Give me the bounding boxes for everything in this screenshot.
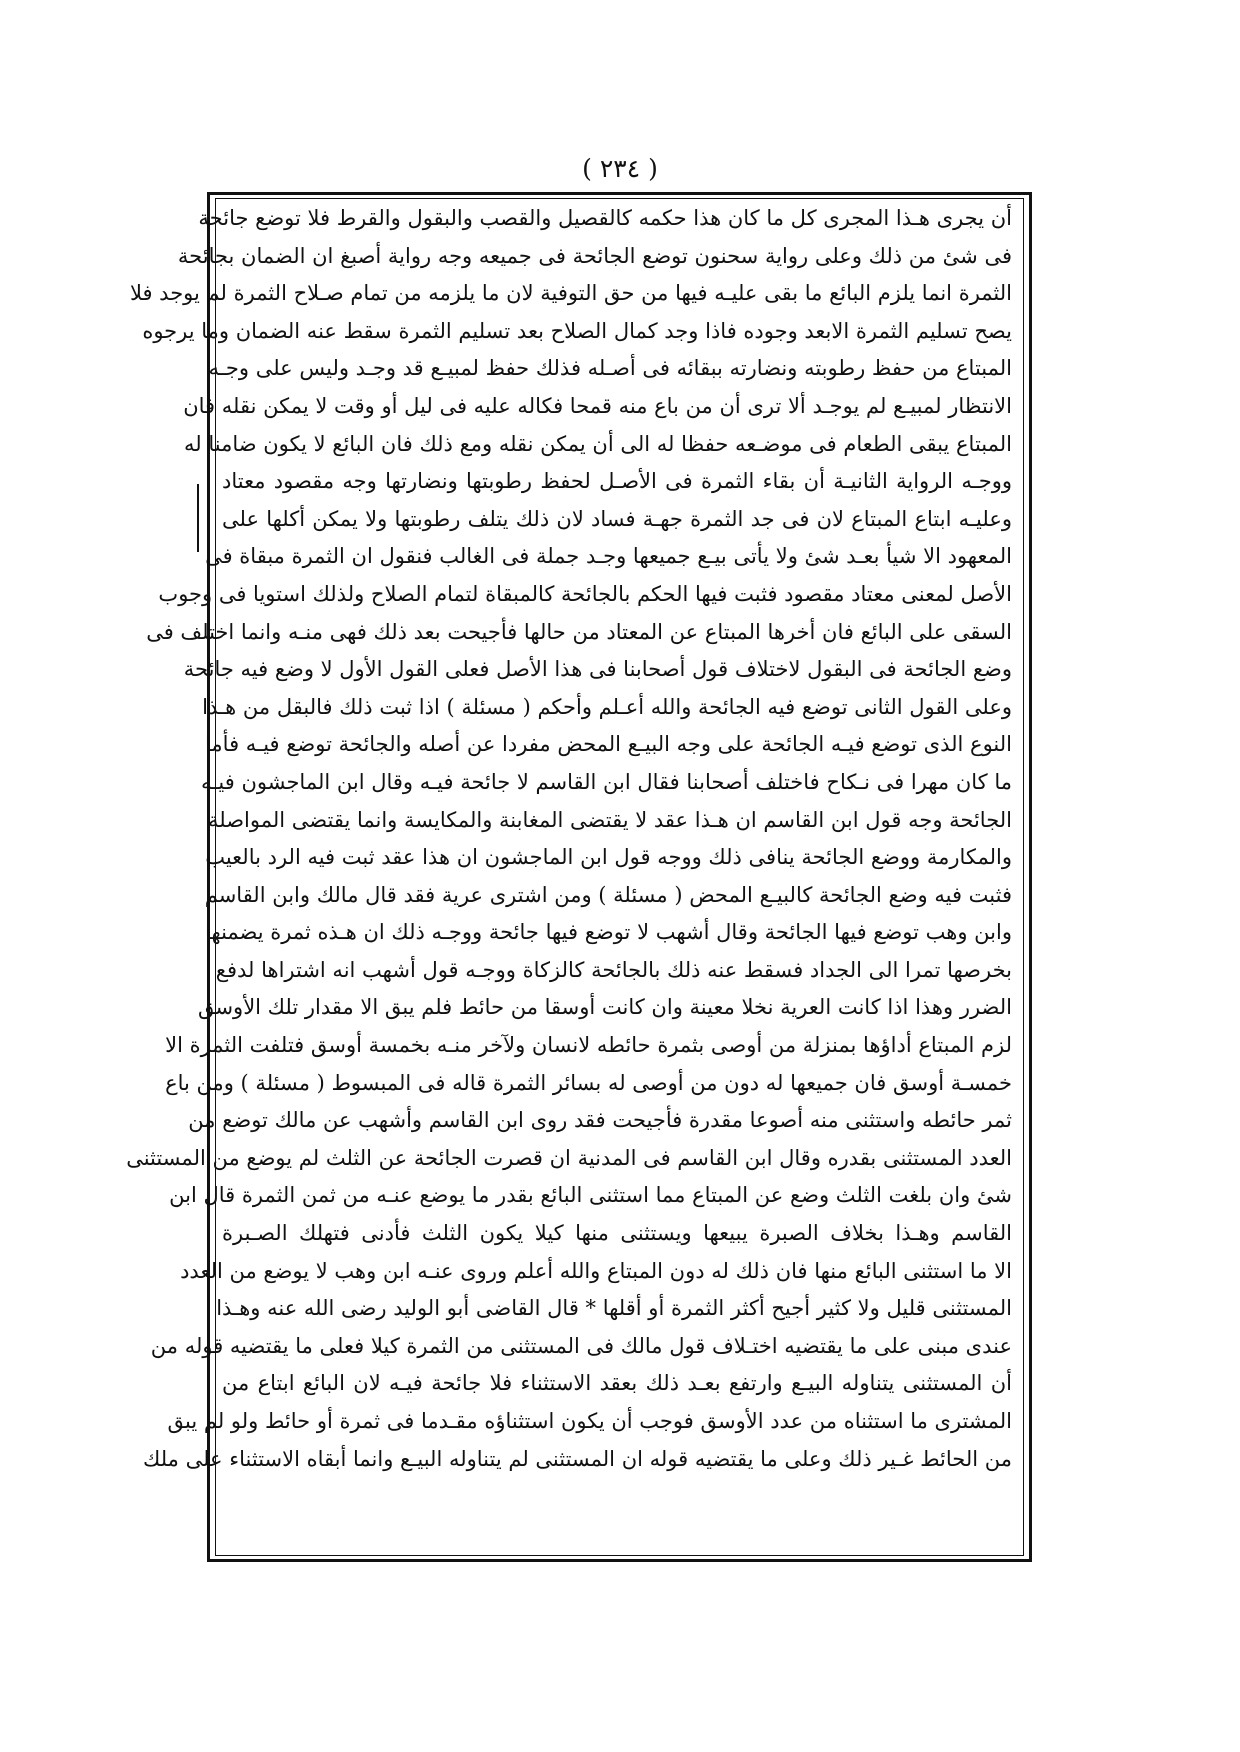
text-line: من الحائط غـير ذلك وعلى ما يقتضيه قوله ان المستثنى لم يتناوله البيـع وانما أبقاه الاستثناء على ملك [143,1446,1012,1471]
page-number: ( ٢٣٤ ) [582,154,658,183]
text-line: الضرر وهذا اذا كانت العرية نخلا معينة وان كانت أوسقا من حائط فلم يبق الا مقدار تلك الأوسق [197,995,1012,1020]
text-line: والمكارمة ووضع الجائحة ينافى ذلك ووجه قول ابن الماجشون ان هذا عقد ثبت فيه الرد بالعيب [205,845,1012,870]
text-line: وابن وهب توضع فيها الجائحة وقال أشهب لا توضع فيها جائحة ووجـه ذلك ان هـذه ثمرة يضمنها [204,920,1012,945]
text-line: وعلى القول الثانى توضع فيه الجائحة والله أعـلم وأحكم ( مسئلة ) اذا ثبت ذلك فالبقل من هـذا [202,694,1012,719]
text-line: يصح تسليم الثمرة الابعد وجوده فاذا وجد كمال الصلاح بعد تسليم الثمرة سقط عنه الضمان وما يرجوه [142,318,1012,343]
text-line: وعليـه ابتاع المبتاع لان فى جد الثمرة جهـة فساد لان ذلك يتلف رطوبتها ولا يمكن أكلها على [222,506,1012,531]
text-line: الجائحة وجه قول ابن القاسم ان هـذا عقد لا يقتضى المغابنة والمكايسة وانما يقتضى المواصلة [208,807,1012,832]
text-line: الا ما استثنى البائع منها فان ذلك له دون المبتاع والله أعلم وروى عنـه ابن وهب لا يوضع من العدد [180,1258,1012,1283]
text-line: لزم المبتاع أداؤها بمنزلة من أوصى بثمرة حائطه لانسان ولآخر منـه بخمسة أوسق فتلفت الثمرة الا [165,1033,1012,1058]
text-line: العدد المستثنى بقدره وقال ابن القاسم فى المدنية ان قصرت الجائحة عن الثلث لم يوضع من المستثنى [126,1145,1012,1170]
text-line: أن يجرى هـذا المجرى كل ما كان هذا حكمه كالقصيل والقصب والبقول والقرط فلا توضع جائحة [198,206,1012,230]
text-line: المعهود الا شيأ بعـد شئ ولا يأتى بيـع جميعها وجـد جملة فى الغالب فنقول ان الثمرة مبقاة فى [205,544,1012,569]
text-line: ووجـه الرواية الثانيـة أن بقاء الثمرة فى الأصـل لحفظ رطوبتها ونضارتها وجه مقصود معتاد [222,469,1012,494]
text-line: السقى على البائع فان أخرها المبتاع عن المعتاد من حالها فأجيحت بعد ذلك فهى منـه وانما اختلف فى [146,619,1012,644]
text-line: خمسـة أوسق فان جميعها له دون من أوصى له بسائر الثمرة قاله فى المبسوط ( مسئلة ) ومن باع [165,1070,1012,1095]
margin-mark [197,484,199,552]
text-line: أن المستثنى يتناوله البيـع وارتفع بعـد ذلك بعقد الاستثناء فلا جائحة فيـه لان البائع ابتاع من [222,1371,1012,1396]
text-line: القاسم وهـذا بخلاف الصبرة يبيعها ويستثنى منها كيلا يكون الثلث فأدنى فتهلك الصـبرة [222,1221,1012,1246]
text-line: بخرصها تمرا الى الجداد فسقط عنه ذلك بالجائحة كالزكاة ووجـه قول أشهب انه اشتراها لدفع [215,957,1012,982]
text-line: فثبت فيه وضع الجائحة كالبيـع المحض ( مسئلة ) ومن اشترى عرية فقد قال مالك وابن القاسم [204,882,1012,907]
text-line: الثمرة انما يلزم البائع ما بقى عليـه فيها من حق التوفية لان ما يلزمه من تمام صـلاح الثمرة لم يوجد فلا [129,281,1012,306]
text-block [126,200,1012,1555]
text-line: المستثنى قليل ولا كثير أجيح أكثر الثمرة أو أقلها * قال القاضى أبو الوليد رضى الله عنه وهـذا [216,1296,1012,1321]
text-line: ثمر حائطه واستثنى منه أصوعا مقدرة فأجيحت فقد روى ابن القاسم وأشهب عن مالك توضع من [188,1108,1012,1133]
text-line: المبتاع من حفظ رطوبته ونضارته ببقائه فى أصـله فذلك حفظ لمبيـع قد وجـد وليس على وجـه [208,356,1012,381]
text-line: النوع الذى توضع فيـه الجائحة على وجه البيـع المحض مفردا عن أصله والجائحة توضع فيـه فأما [205,732,1012,757]
text-line: فى شئ من ذلك وعلى رواية سحنون توضع الجائحة فى جميعه وجه رواية أصبغ ان الضمان بجائحة [177,243,1012,268]
text-line: وضع الجائحة فى البقول لاختلاف قول أصحابنا فى هذا الأصل فعلى القول الأول لا وضع فيه جائحة [183,657,1012,682]
text-line: شئ وان بلغت الثلث وضع عن المبتاع مما استثنى البائع بقدر ما يوضع عنـه من ثمن الثمرة قال ابن [169,1183,1012,1208]
text-line: المشترى ما استثناه من عدد الأوسق فوجب أن يكون استثناؤه مقـدما فى ثمرة أو حائط ولو لم يبق [167,1409,1012,1433]
text-line: ما كان مهرا فى نـكاح فاختلف أصحابنا فقال ابن القاسم لا جائحة فيـه وقال ابن الماجشون فيـه [200,769,1012,794]
text-line: المبتاع يبقى الطعام فى موضـعه حفظا له الى أن يمكن نقله ومع ذلك فان البائع لا يكون ضامنا له [184,431,1012,456]
text-line: الأصل لمعنى معتاد مقصود فثبت فيها الحكم بالجائحة كالمبقاة لتمام الصلاح ولذلك استويا فى وجوب [158,581,1012,606]
text-line: عندى مبنى على ما يقتضيه اختـلاف قول مالك فى المستثنى من الثمرة كيلا فعلى ما يقتضيه قوله من [150,1333,1012,1358]
text-line: الانتظار لمبيـع لم يوجـد ألا ترى أن من باع منه قمحا فكاله عليه فى ليل أو وقت لا يمكن نقله فان [183,393,1012,418]
